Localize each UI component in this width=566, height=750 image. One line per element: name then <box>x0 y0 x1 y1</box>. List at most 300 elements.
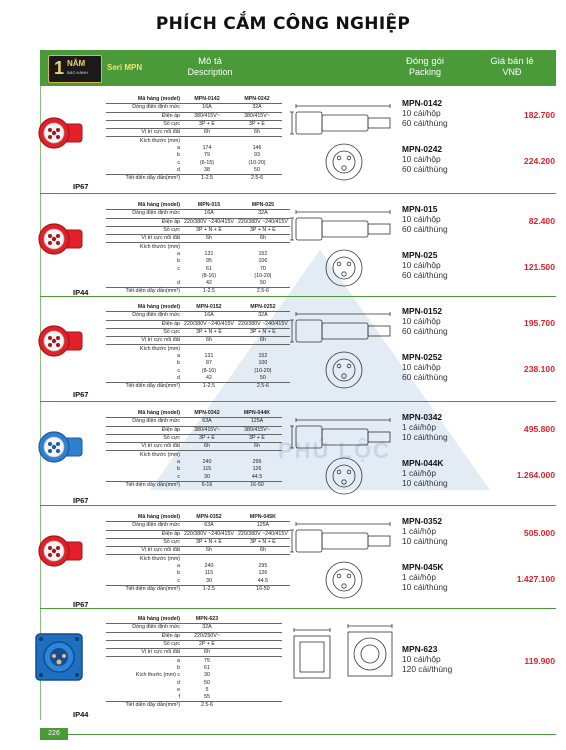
packing-per-box: 10 cái/hộp <box>402 108 441 118</box>
warranty-badge <box>48 55 102 83</box>
retail-price: 1.264.000 <box>516 470 555 480</box>
spec-row <box>106 312 290 320</box>
spec-label: Mã hàng (model) <box>106 304 182 312</box>
dimension-drawing <box>290 310 398 397</box>
spec-row <box>106 328 290 336</box>
packing-header-en: Packing <box>408 67 442 77</box>
spec-value: 2P + E <box>182 640 232 648</box>
section-divider <box>40 401 556 402</box>
spec-value: 2.5-6 <box>200 702 214 709</box>
spec-label: Mã hàng (model) <box>106 96 182 104</box>
retail-price: 224.200 <box>523 156 555 166</box>
packing-per-carton: 60 cái/thùng <box>402 224 448 234</box>
spec-label: Dòng điện định mức <box>106 104 182 112</box>
spec-row <box>106 679 282 686</box>
spec-value: 93 <box>254 152 260 159</box>
spec-label: Số cực <box>106 640 182 648</box>
spec-row <box>106 649 282 657</box>
spec-label: f <box>106 694 182 702</box>
spec-label: Kích thước (mm) <box>140 137 180 144</box>
spec-label: c <box>106 577 182 585</box>
packing-per-box: 10 cái/hộp <box>402 654 441 664</box>
spec-value: 220/380V ~240/415V <box>184 320 234 327</box>
spec-value: 220/250V~ <box>182 632 232 640</box>
spec-label: d <box>177 679 180 686</box>
spec-value: 1-2.5 <box>202 383 215 390</box>
spec-value <box>182 555 236 563</box>
spec-row <box>106 555 290 563</box>
spec-value: 3P + N + E <box>236 538 290 546</box>
blue-socket-inlet-image <box>30 628 88 686</box>
spec-value: 152 <box>258 250 268 257</box>
spec-value: 3P + N + E <box>236 226 290 234</box>
spec-value <box>232 702 282 710</box>
spec-label: Dòng điện định mức <box>106 522 182 530</box>
spec-label: c <box>177 367 180 374</box>
packing-per-box: 1 cái/hộp <box>402 468 436 478</box>
spec-value <box>232 137 282 145</box>
industrial-plug-image <box>30 418 88 476</box>
spec-value <box>232 657 282 665</box>
spec-row <box>106 304 290 312</box>
badge-warranty-label: BẢO HÀNH <box>67 70 88 75</box>
spec-row <box>106 159 282 166</box>
spec-value: 32A <box>182 624 232 632</box>
ip-rating-label: IP67 <box>73 600 89 609</box>
spec-value: 131 <box>204 352 214 359</box>
spec-value: 32A <box>236 210 290 218</box>
product-code: MPN-0352 <box>402 516 443 526</box>
spec-row <box>106 243 290 251</box>
spec-row <box>106 538 290 546</box>
spec-row <box>106 418 282 426</box>
spec-value <box>232 616 282 624</box>
spec-row <box>106 665 282 672</box>
spec-value: 16A <box>182 312 236 320</box>
spec-value: (8-16) <box>201 272 217 279</box>
spec-value: 174 <box>202 144 212 151</box>
badge-year-label: NĂM <box>67 59 86 68</box>
spec-value: 3P + E <box>182 120 232 128</box>
spec-value <box>232 687 282 694</box>
spec-label: Tiết diện dây dẫn(mm²) <box>125 175 180 182</box>
spec-value: 30 <box>182 577 236 585</box>
spec-label: Số cực <box>106 120 182 128</box>
packing-per-box: 1 cái/hộp <box>402 526 436 536</box>
spec-value: (8-16) <box>201 367 217 374</box>
spec-value: 95 <box>206 258 212 265</box>
packing-per-box: 10 cái/hộp <box>402 214 441 224</box>
spec-table <box>106 202 290 296</box>
spec-row <box>106 547 290 555</box>
packing-header-vi: Đóng gói <box>405 56 445 67</box>
section-divider <box>40 193 556 194</box>
spec-value: 2.5-6 <box>256 383 269 390</box>
spec-value: 38 <box>182 167 232 175</box>
spec-label: Điện áp <box>106 530 182 538</box>
spec-label: Tiết diện dây dẫn(mm²) <box>125 702 180 709</box>
spec-value: 126 <box>252 466 262 473</box>
spec-row <box>106 616 282 624</box>
spec-label: Mã hàng (model) <box>106 616 182 624</box>
spec-value: 6h <box>232 443 282 451</box>
spec-value: 131 <box>204 250 214 257</box>
spec-value <box>182 243 236 251</box>
spec-label: Mã hàng (model) <box>106 202 182 210</box>
spec-value: 50 <box>236 280 290 288</box>
spec-row <box>106 288 290 296</box>
page-number: 226 <box>40 728 68 740</box>
spec-row <box>106 251 290 258</box>
spec-value: 125A <box>236 522 290 530</box>
packing-per-carton: 60 cái/thùng <box>402 326 448 336</box>
spec-label: Dòng điện định mức <box>106 210 182 218</box>
spec-row <box>106 657 282 665</box>
spec-row <box>106 167 282 175</box>
ip-rating-label: IP44 <box>73 288 89 297</box>
spec-label: b <box>177 258 180 265</box>
spec-value: (10-20) <box>254 367 272 374</box>
spec-value: MPN-623 <box>182 616 232 624</box>
spec-label: Số cực <box>106 538 182 546</box>
price-header-en: VNĐ <box>502 67 522 77</box>
spec-value: 3P + N + E <box>182 538 236 546</box>
spec-row <box>106 426 282 434</box>
price-header-vi: Giá bán lẻ <box>490 56 534 67</box>
spec-value: 6h <box>182 129 232 137</box>
spec-row <box>106 152 282 159</box>
spec-row <box>106 280 290 288</box>
spec-value: 1-2.5 <box>200 175 214 182</box>
spec-label: Số cực <box>106 226 182 234</box>
spec-table <box>106 304 290 390</box>
spec-value: MPN-0242 <box>232 96 282 104</box>
dimension-drawing <box>290 622 398 689</box>
spec-label: Điện áp <box>106 632 182 640</box>
product-code: MPN-623 <box>402 644 438 654</box>
spec-value <box>182 137 232 145</box>
spec-value: MPN-0252 <box>236 304 290 312</box>
spec-label: b <box>177 360 180 367</box>
industrial-plug-image <box>30 104 88 162</box>
spec-value: 6h <box>182 443 232 451</box>
retail-price: 238.100 <box>523 364 555 374</box>
spec-table <box>106 514 290 593</box>
spec-row <box>106 522 290 530</box>
spec-value: 16-50 <box>256 585 270 592</box>
spec-row <box>106 353 290 360</box>
packing-per-carton: 60 cái/thùng <box>402 118 448 128</box>
spec-row <box>106 273 290 280</box>
spec-row <box>106 360 290 367</box>
packing-per-carton: 60 cái/thùng <box>402 164 448 174</box>
product-code: MPN-025 <box>402 250 438 260</box>
spec-value <box>182 451 232 459</box>
spec-value: MPN-0142 <box>182 96 232 104</box>
spec-value: 75 <box>204 657 210 664</box>
spec-value: 16A <box>182 210 236 218</box>
spec-row <box>106 577 290 585</box>
product-code: MPN-0252 <box>402 352 443 362</box>
spec-row <box>106 459 282 466</box>
packing-info <box>402 412 448 442</box>
spec-value: 6h <box>232 129 282 137</box>
left-rail <box>40 86 41 720</box>
spec-label: c <box>177 265 180 272</box>
packing-per-box: 10 cái/hộp <box>402 362 441 372</box>
spec-row <box>106 530 290 538</box>
retail-price: 495.800 <box>523 424 555 434</box>
spec-value: MPN-0152 <box>182 304 236 312</box>
spec-value: 106 <box>258 258 268 265</box>
packing-per-box: 10 cái/hộp <box>402 316 441 326</box>
spec-row <box>106 410 282 418</box>
spec-value: 146 <box>252 144 262 151</box>
spec-label: Tiết diện dây dẫn(mm²) <box>125 288 180 295</box>
spec-label: Điện áp <box>106 426 182 434</box>
spec-row <box>106 104 282 112</box>
packing-per-carton: 10 cái/thùng <box>402 478 448 488</box>
series-label: Seri MPN <box>107 63 143 72</box>
spec-value <box>232 694 282 702</box>
packing-info <box>402 204 448 234</box>
spec-value <box>236 555 290 563</box>
packing-info <box>402 306 448 336</box>
spec-row <box>106 235 290 243</box>
spec-label: Vị trí cực nối đất <box>106 443 182 451</box>
industrial-plug-image <box>30 210 88 268</box>
spec-row <box>106 672 282 679</box>
spec-row <box>106 382 290 390</box>
spec-value: 3P + E <box>232 434 282 442</box>
spec-label: Dòng điện định mức <box>106 418 182 426</box>
spec-row <box>106 120 282 128</box>
packing-info <box>402 250 448 280</box>
spec-value: 63A <box>182 418 232 426</box>
spec-row <box>106 226 290 234</box>
spec-value: 44.5 <box>236 577 290 585</box>
spec-value: MPN-044K <box>232 410 282 418</box>
packing-column-header <box>380 56 470 78</box>
spec-value: 220/380V ~240/415V <box>237 320 288 327</box>
spec-value: 6h <box>182 235 236 243</box>
spec-value <box>232 624 282 632</box>
spec-value: 6h <box>182 547 236 555</box>
spec-label: d <box>106 167 182 175</box>
spec-value: 6h <box>182 649 232 657</box>
product-code: MPN-045K <box>402 562 444 572</box>
spec-value: 3P + E <box>232 120 282 128</box>
spec-value: 87 <box>206 360 212 367</box>
spec-label: Kích thước (mm) <box>140 451 180 458</box>
section-divider <box>40 296 556 297</box>
spec-value: 2.5-6 <box>250 175 264 182</box>
spec-label: Tiết diện dây dẫn(mm²) <box>125 383 180 390</box>
spec-value: 70 <box>259 265 266 272</box>
spec-label: Tiết diện dây dẫn(mm²) <box>125 585 180 592</box>
spec-value: MPN-025 <box>236 202 290 210</box>
spec-value: 295 <box>258 562 268 569</box>
spec-value: 1-2.5 <box>202 288 215 295</box>
spec-row <box>106 473 282 481</box>
spec-value: 6h <box>236 235 290 243</box>
spec-value: 16-50 <box>250 481 264 488</box>
spec-value: 42 <box>182 375 236 383</box>
spec-value: 220/380V ~240/415V <box>184 218 234 225</box>
packing-per-carton: 10 cái/thùng <box>402 536 448 546</box>
spec-row <box>106 218 290 226</box>
dimension-drawing <box>290 102 398 189</box>
packing-info <box>402 644 452 674</box>
spec-value: 380/415V~ <box>182 426 232 434</box>
packing-info <box>402 516 448 546</box>
spec-row <box>106 434 282 442</box>
spec-label: b <box>177 570 180 577</box>
retail-price: 82.400 <box>528 216 555 226</box>
spec-row <box>106 367 290 374</box>
spec-row <box>106 337 290 345</box>
spec-value <box>236 243 290 251</box>
spec-label: d <box>106 375 182 383</box>
spec-row <box>106 320 290 328</box>
spec-label: c <box>106 473 182 481</box>
spec-row <box>106 96 282 104</box>
spec-value: 6h <box>236 547 290 555</box>
spec-value: 240 <box>204 562 214 569</box>
spec-label: b <box>177 466 180 473</box>
spec-value <box>232 665 282 672</box>
spec-label: e <box>177 686 180 693</box>
spec-row <box>106 640 282 648</box>
packing-per-carton: 120 cái/thùng <box>402 664 453 674</box>
product-code: MPN-0242 <box>402 144 443 154</box>
spec-label: Vị trí cực nối đất <box>106 337 182 345</box>
spec-value: MPN-0352 <box>182 514 236 522</box>
spec-value: 5 <box>205 686 209 693</box>
spec-label: d <box>106 280 182 288</box>
retail-price: 182.700 <box>523 110 555 120</box>
packing-info <box>402 98 448 128</box>
spec-label: a <box>177 352 180 359</box>
spec-label: Vị trí cực nối đất <box>106 235 182 243</box>
spec-row <box>106 687 282 694</box>
spec-value: 63A <box>182 522 236 530</box>
section-divider <box>40 608 556 609</box>
spec-label: Điện áp <box>106 112 182 120</box>
spec-label: Số cực <box>106 328 182 336</box>
packing-info <box>402 458 448 488</box>
spec-value: (10-20) <box>248 159 266 166</box>
spec-value: 3P + N + E <box>182 328 236 336</box>
industrial-plug-image <box>30 312 88 370</box>
spec-label: b <box>177 152 180 159</box>
spec-row <box>106 563 290 570</box>
spec-row <box>106 129 282 137</box>
spec-value: 1-2.5 <box>202 585 215 592</box>
retail-price: 121.500 <box>523 262 555 272</box>
spec-value: 30 <box>204 672 210 679</box>
spec-value: 50 <box>204 679 210 686</box>
industrial-plug-image <box>30 522 88 580</box>
spec-value <box>232 679 282 686</box>
spec-value <box>232 632 282 640</box>
spec-label: Vị trí cực nối đất <box>106 547 182 555</box>
footer-line <box>68 734 556 735</box>
spec-value: 61 <box>206 265 212 272</box>
spec-row <box>106 481 282 489</box>
section-divider <box>40 505 556 506</box>
product-code: MPN-0142 <box>402 98 443 108</box>
spec-row <box>106 345 290 353</box>
spec-row <box>106 112 282 120</box>
spec-value <box>232 672 282 679</box>
spec-value: 115 <box>204 570 214 577</box>
packing-per-carton: 10 cái/thùng <box>402 582 448 592</box>
price-column-header <box>470 56 554 78</box>
dimension-drawing <box>290 416 398 503</box>
spec-value: 380/415V~ <box>232 112 282 120</box>
spec-row <box>106 451 282 459</box>
spec-value: 61 <box>204 664 210 671</box>
spec-label: a <box>177 562 180 569</box>
spec-value: (6-15) <box>199 159 215 166</box>
spec-label <box>106 273 182 280</box>
spec-value: MPN-015 <box>182 202 236 210</box>
spec-label: Điện áp <box>106 320 182 328</box>
product-code: MPN-044K <box>402 458 444 468</box>
spec-label: a <box>177 458 180 465</box>
ip-rating-label: IP67 <box>73 390 89 399</box>
dimension-drawing <box>290 208 398 295</box>
spec-value: 240 <box>202 458 212 465</box>
spec-label: Dòng điện định mức <box>106 312 182 320</box>
spec-row <box>106 137 282 145</box>
spec-label: c <box>177 159 180 166</box>
spec-label: Tiết diện dây dẫn(mm²) <box>125 481 180 488</box>
product-code: MPN-015 <box>402 204 438 214</box>
spec-row <box>106 210 290 218</box>
retail-price: 119.900 <box>524 656 555 666</box>
spec-value: 2.5-6 <box>256 288 269 295</box>
spec-value: 3P + N + E <box>236 328 290 336</box>
packing-per-box: 1 cái/hộp <box>402 422 436 432</box>
spec-value: MPN-045K <box>236 514 290 522</box>
spec-row <box>106 466 282 473</box>
spec-value: (10-20) <box>254 272 272 279</box>
spec-value <box>236 345 290 353</box>
packing-per-box: 1 cái/hộp <box>402 572 436 582</box>
product-code: MPN-0152 <box>402 306 443 316</box>
page-title: PHÍCH CẮM CÔNG NGHIỆP <box>155 14 411 34</box>
spec-value: 100 <box>258 360 268 367</box>
spec-value: 50 <box>236 375 290 383</box>
spec-row <box>106 375 290 383</box>
spec-value: 79 <box>204 152 210 159</box>
spec-label: Vị trí cực nối đất <box>106 649 182 657</box>
spec-row <box>106 202 290 210</box>
spec-row <box>106 174 282 182</box>
spec-label: Kích thước (mm) <box>140 555 180 562</box>
spec-value <box>182 345 236 353</box>
spec-value: 220/380V ~240/415V <box>237 530 288 537</box>
spec-row <box>106 585 290 593</box>
spec-value: 32A <box>232 104 282 112</box>
spec-label: Vị trí cực nối đất <box>106 129 182 137</box>
spec-value: 295 <box>252 458 262 465</box>
spec-label: Số cực <box>106 434 182 442</box>
spec-value: 380/415V~ <box>182 112 232 120</box>
spec-row <box>106 145 282 152</box>
